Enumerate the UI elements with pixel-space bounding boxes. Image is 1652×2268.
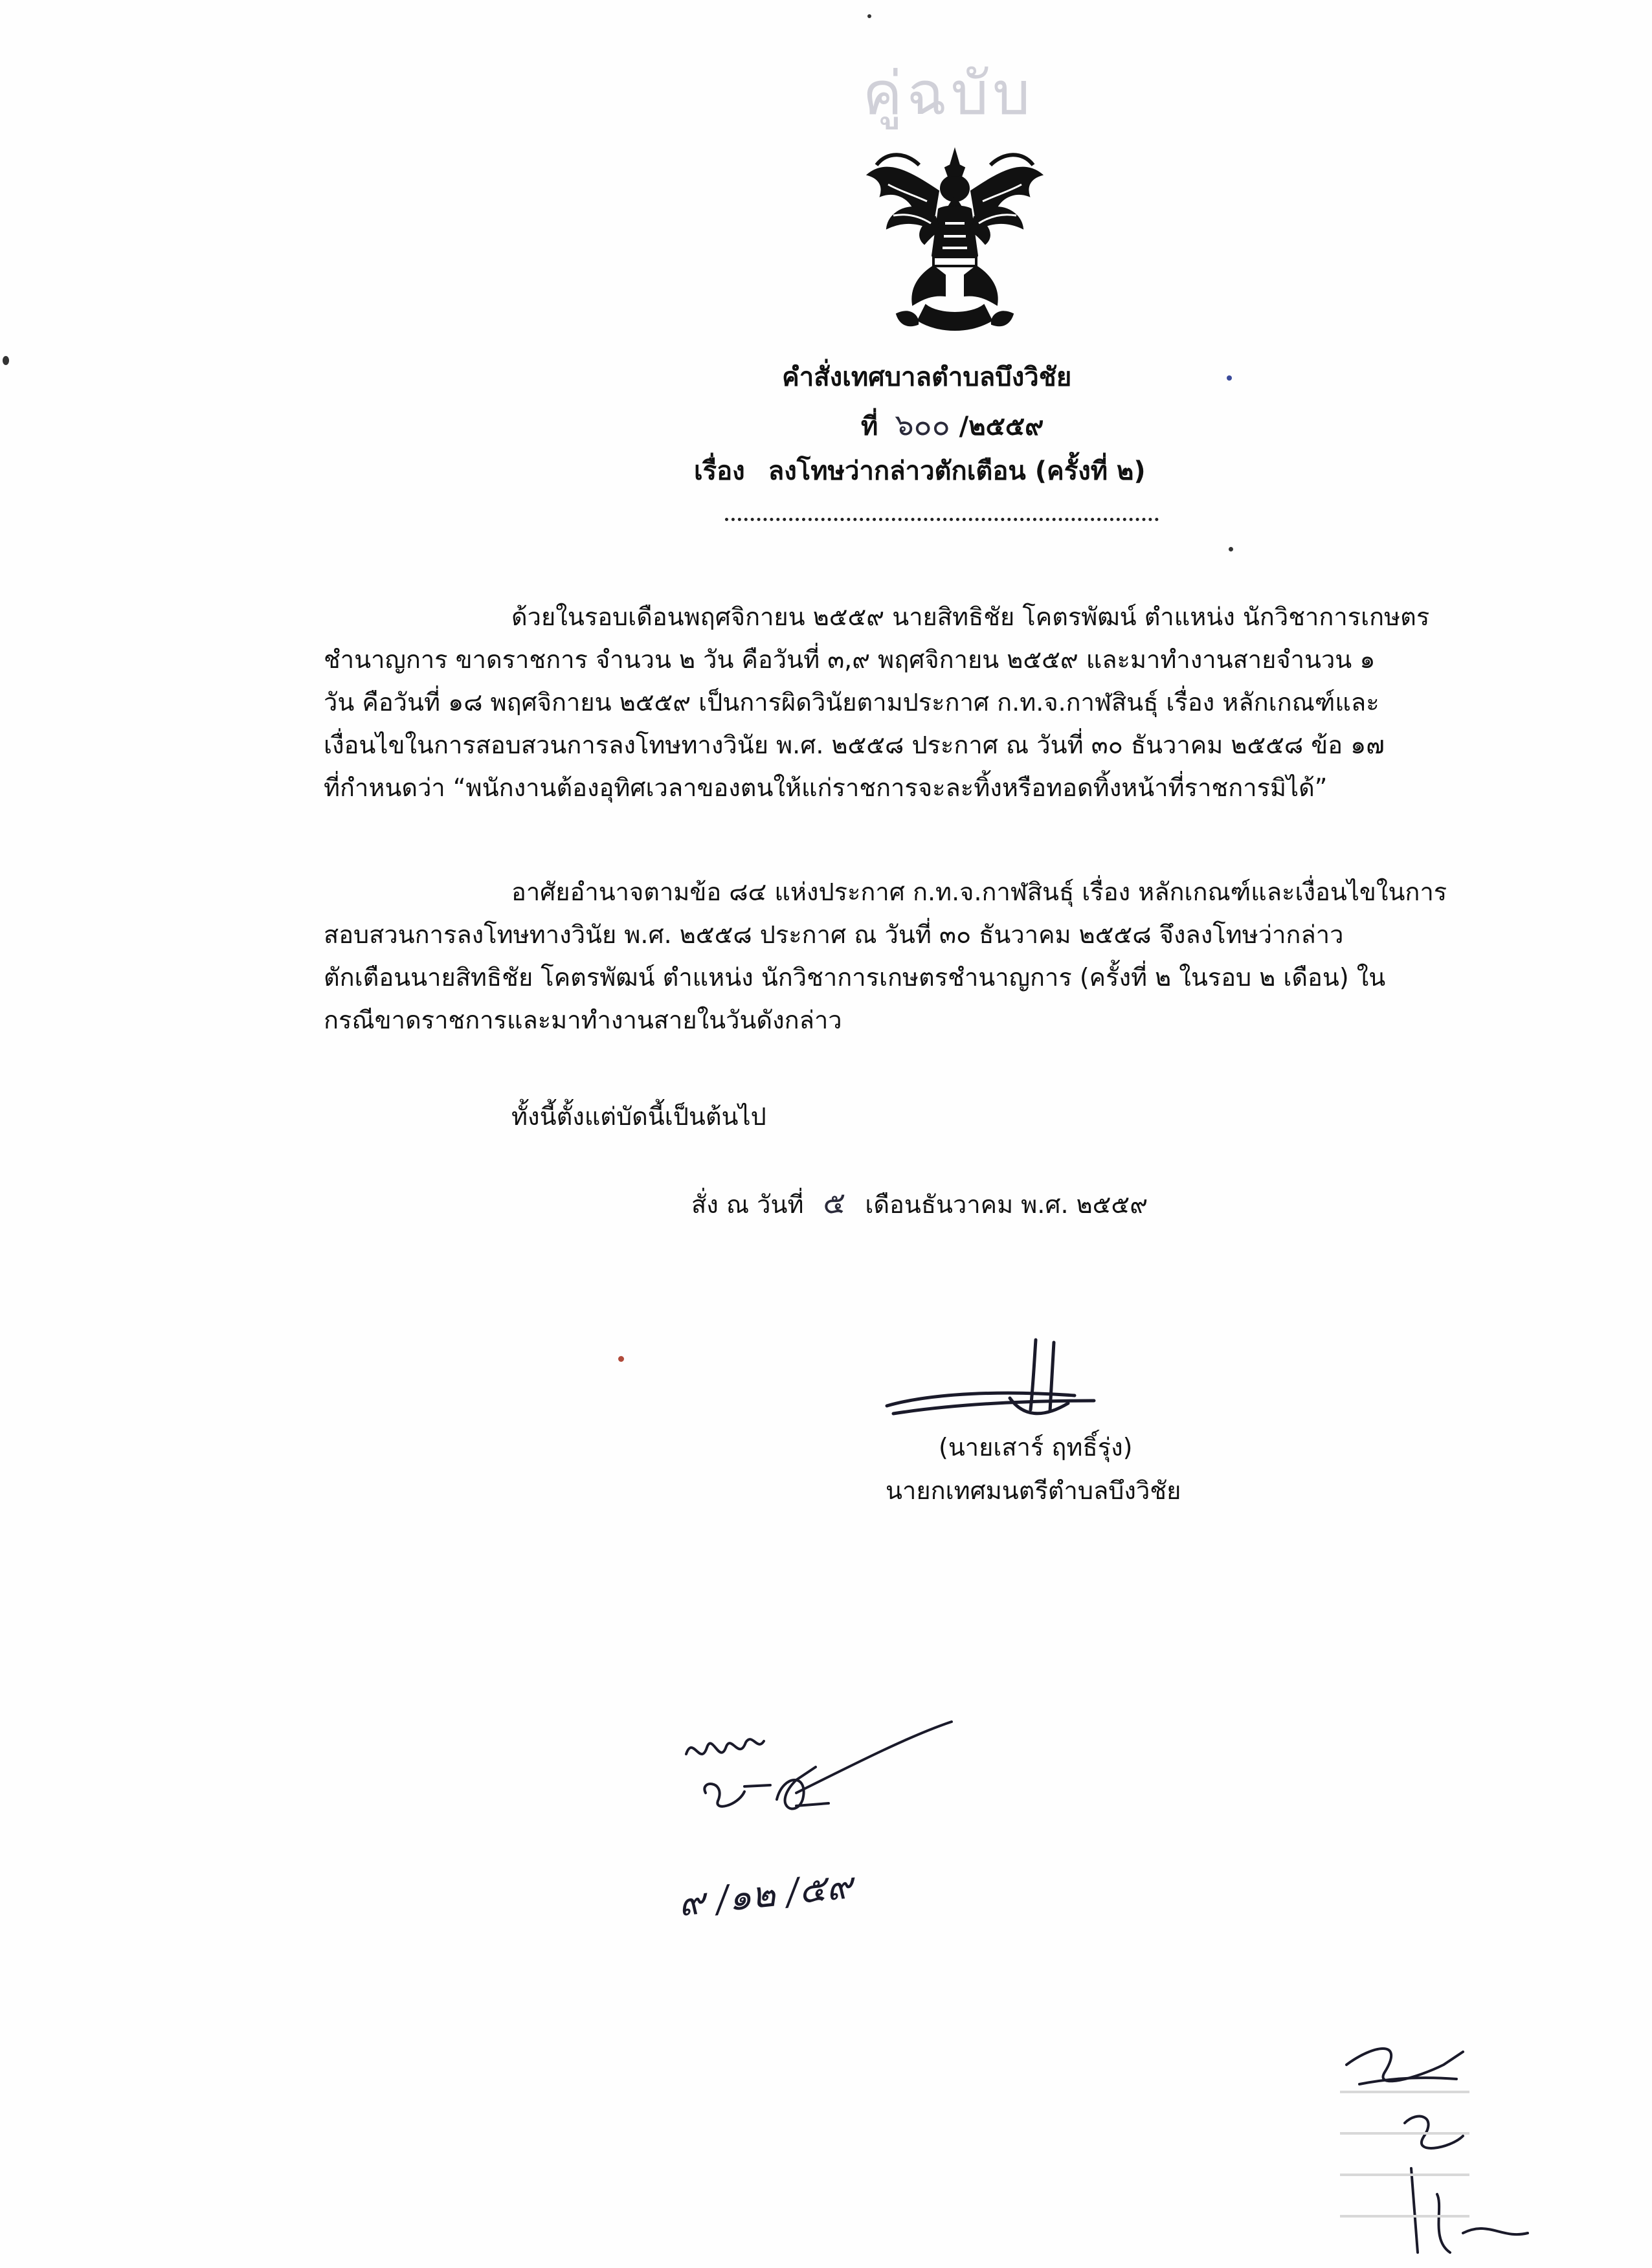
paragraph-line: ตักเตือนนายสิทธิชัย โคตรพัฒน์ ตำแหน่ง นักวิชาการเกษตรชำนาญการ (ครั้งที่ ๒ ในรอบ ๒ เดือน) ใน xyxy=(324,963,1386,992)
subject-label: เรื่อง xyxy=(694,456,745,486)
scan-speck xyxy=(1229,547,1233,551)
subject-text: ลงโทษว่ากล่าวตักเตือน (ครั้งที่ ๒) xyxy=(768,456,1146,486)
order-date-prefix: สั่ง ณ วันที่ xyxy=(691,1190,804,1219)
order-date xyxy=(691,1179,1148,1227)
signature-icon xyxy=(880,1333,1152,1430)
paragraph-line: ทั้งนี้ตั้งแต่บัดนี้เป็นต้นไป xyxy=(511,1102,766,1131)
annotation-date: ๙ /๑๒ /๕๙ xyxy=(676,1865,855,1925)
paragraph-line: สอบสวนการลงโทษทางวินัย พ.ศ. ๒๕๕๘ ประกาศ ณ วันที่ ๓๐ ธันวาคม ๒๕๕๘ จึงลงโทษว่ากล่าว xyxy=(324,920,1344,949)
scan-speck xyxy=(867,14,871,18)
order-number-handwritten: ๖๐๐ xyxy=(895,407,950,442)
order-date-suffix: เดือนธันวาคม พ.ศ. ๒๕๕๙ xyxy=(865,1190,1148,1219)
signer-name: (นายเสาร์ ฤทธิ์รุ่ง) xyxy=(939,1433,1133,1462)
paragraph-line: อาศัยอำนาจตามข้อ ๘๔ แห่งประกาศ ก.ท.จ.กาฬสินธุ์ เรื่อง หลักเกณฑ์และเงื่อนไขในการ xyxy=(511,878,1447,906)
scan-speck xyxy=(618,1356,624,1362)
copy-stamp: คู่ฉบับ xyxy=(862,59,1034,128)
paragraph-violation xyxy=(324,595,1554,809)
paragraph-line: ด้วยในรอบเดือนพฤศจิกายน ๒๕๕๙ นายสิทธิชัย โคตรพัฒน์ ตำแหน่ง นักวิชาการเกษตร xyxy=(511,603,1430,631)
paragraph-line: ที่กำหนดว่า “พนักงานต้องอุทิศเวลาของตนให้แก่ราชการจะละทิ้งหรือทอดทิ้งหน้าที่ราชการมิได้” xyxy=(324,773,1328,802)
order-date-day-handwritten: ๕ xyxy=(823,1185,846,1220)
paragraph-line: วัน คือวันที่ ๑๘ พฤศจิกายน ๒๕๕๙ เป็นการผิดวินัยตามประกาศ ก.ท.จ.กาฬสินธุ์ เรื่อง หลักเกณฑ์และ xyxy=(324,688,1379,717)
paragraph-line: กรณีขาดราชการและมาทำงานสายในวันดังกล่าว xyxy=(324,1006,842,1034)
signer-title: นายกเทศมนตรีตำบลบึงวิชัย xyxy=(886,1476,1181,1505)
order-title: คำสั่งเทศบาลตำบลบึงวิชัย xyxy=(782,362,1072,392)
order-number-line xyxy=(861,401,1044,449)
garuda-emblem-icon xyxy=(848,146,1062,340)
handwritten-annotation-icon xyxy=(667,1709,977,1942)
order-number-year: /๒๕๕๙ xyxy=(959,412,1044,441)
scan-speck xyxy=(1227,375,1232,381)
order-subject-line xyxy=(694,450,1146,491)
faded-stamp-lines xyxy=(1340,2091,1502,2256)
scan-speck xyxy=(3,356,9,365)
header-dotted-divider xyxy=(725,518,1159,521)
paragraph-line: เงื่อนไขในการสอบสวนการลงโทษทางวินัย พ.ศ. ๒๕๕๘ ประกาศ ณ วันที่ ๓๐ ธันวาคม ๒๕๕๘ ข้อ ๑๗ xyxy=(324,731,1385,759)
paragraph-effective xyxy=(324,1095,1554,1138)
paragraph-line: ชำนาญการ ขาดราชการ จำนวน ๒ วัน คือวันที่ ๓,๙ พฤศจิกายน ๒๕๕๙ และมาทำงานสายจำนวน ๑ xyxy=(324,645,1376,674)
order-number-prefix: ที่ xyxy=(861,412,878,441)
paragraph-authority xyxy=(324,871,1554,1041)
